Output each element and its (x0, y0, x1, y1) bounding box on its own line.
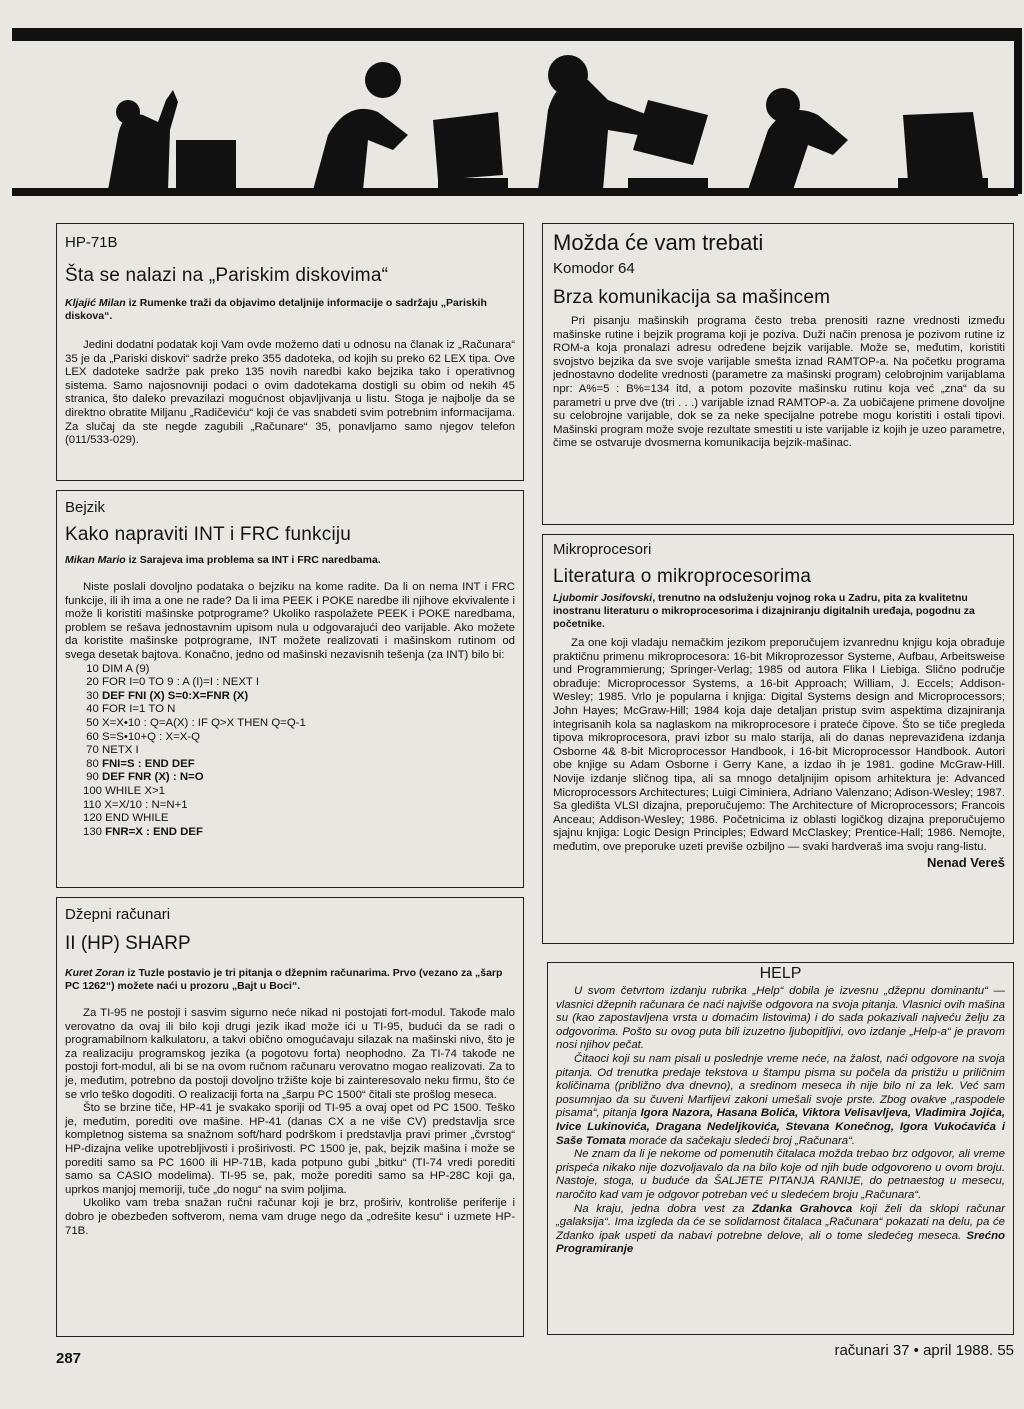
headline-bejzik: Kako napraviti INT i FRC funkciju (65, 524, 352, 545)
code-listing (65, 663, 515, 840)
code-line (65, 812, 515, 826)
lead-hp71b (65, 297, 515, 323)
banner-baseline (12, 188, 1018, 196)
code-line-number: 100 (83, 784, 106, 797)
lead-text: , trenutno na odsluženju vojnog roka u Zadru, pita za kvalitetnu inostranu literaturu o mikroprocesorima i dizajniranju digitalnih uređaja, pogodnu za početnike. (553, 592, 975, 630)
footer-issue: računari 37 • april 1988. (834, 1342, 994, 1359)
code-line-number: 110 (83, 798, 105, 811)
code-line-number: 60 (83, 730, 102, 743)
body-sharp-2: Što se brzine tiče, HP-41 je svakako sporiji od TI-95 a ovaj opet od PC 1500. Teško je, međutim, porediti ove mašine. HP-41 (danas CX a ne više CV) predstavlja srce kompletnog sistema sa snažnom soft/hard podrškom i predstavlja pravi primer „čvrstog“ HP-dizajna velike upotrebljivosti i proširivosti. PC 1500 je, pak, bejzik mašina i može se porediti samo sa PC 1600 ili HP-71B, kada potpuno gubi „bitku“ (TI-74 vredi porediti samo sa CASIO modelima). TI-95 se, pak, može porediti samo sa HP-28C koji ga, uprkos manjoj memoriji, tuče „do nogu“ na svim poljima. (65, 1102, 515, 1196)
rubric-mikro: Mikroprocesori (553, 541, 652, 558)
code-line-text: FOR I=1 TO N (102, 703, 176, 716)
code-line (65, 676, 515, 690)
code-line-number: 10 (83, 662, 102, 675)
rubric-sharp: Džepni računari (65, 906, 171, 923)
code-line-number: 50 (83, 716, 102, 729)
banner-illustration (48, 40, 1018, 195)
code-line-text: FNR=X : END DEF (105, 825, 203, 838)
code-line (65, 717, 515, 731)
lead-sharp (65, 967, 515, 993)
headline-hp71b: Šta se nalazi na „Pariskim diskovima“ (65, 265, 389, 286)
code-line-text: FNI=S : END DEF (102, 757, 195, 770)
help-title: HELP (759, 965, 802, 982)
code-line (65, 744, 515, 758)
rubric-bejzik: Bejzik (65, 499, 106, 516)
lead-text: iz Sarajeva ima problema sa INT i FRC naredbama. (125, 554, 381, 566)
body-bejzik: Niste poslali dovoljno podataka o bejziku na kome radite. Da li on nema INT i FRC funkcije, ili ih ima a one ne rade? Da li ima PEEK i POKE naredbe ili njihove ekvivalente i može li koristiti mašinske potprograme? Ukoliko raspolažete PEEK i POKE naredbama, problem se rešava jednostavnim upisom nula u odgovarajući deo varijable. Ako možete da koristite mašinske potprograme, INT možete realizovati i mašinskom rutinom od svega desetak bajtova. Konačno, jedno od mašinski nezavisnih tešenja (za INT) bilo bi: (65, 581, 515, 661)
body-hp71b: Jedini dodatni podatak koji Vam ovde možemo dati u odnosu na članak iz „Računara“ 35 je da „Pariski diskovi“ sadrže preko 355 dadoteka, od kojih su preko 62 LEX tipa. Ove LEX dadoteke sadrže pak preko 135 novih naredbi kako bejzika tako i operativnog sistema. Samo najosnovniji podaci o ovim dadotekama dostigli su obim od nekih 45 stranica, što daleko prevazilazi mogućnost objavljivanja u listu. Stoga je najbolje da se direktno obratite Miljanu „Radičeviću“ koji će vas snabdeti svim potrebnim informacijama. Za slučaj da ste negde zagubili „Računare“ 35, ponavljamo samo njegov telefon (011/533-029). (65, 339, 515, 447)
code-line-text: X=X•10 : Q=A(X) : IF Q>X THEN Q=Q-1 (102, 716, 306, 729)
body-sharp-3: Ukoliko vam treba snažan ručni računar koji je brz, proširiv, kontroliše periferije i dobro je obezbeđen softverom, nema vam druge nego da „odrešite kesu“ i uzmete HP-71B. (65, 1197, 515, 1237)
code-line (65, 690, 515, 704)
article-sharp (56, 897, 524, 1337)
signature-mikro: Nenad Vereš (926, 854, 1005, 870)
code-line (65, 703, 515, 717)
code-line-text: FOR I=0 TO 9 : A (I)=I : NEXT I (102, 676, 259, 689)
page-number: 287 (56, 1350, 82, 1367)
code-line (65, 771, 515, 785)
code-line-text: WHILE X>1 (105, 784, 165, 797)
article-hp71b (56, 223, 524, 481)
code-line (65, 785, 515, 799)
code-line-text: DEF FNR (X) : N=O (102, 771, 204, 784)
code-line (65, 663, 515, 677)
code-line-number: 80 (83, 757, 102, 770)
footer-page-number: 55 (997, 1342, 1014, 1359)
lead-bejzik (65, 554, 515, 567)
headline-mikro: Literatura o mikroprocesorima (553, 566, 812, 587)
headline-komodor: Brza komunikacija sa mašincem (553, 287, 831, 308)
help-paragraph-2: Čitaoci koji su nam pisali u poslednje vreme neće, na žalost, naći odgovore na svoja pitanja. Od trenutka predaje tekstova u štampu pisma su počela da pristižu u priličnim količinama (približno dva dnevno), a sredinom meseca ih nije bilo ni za lek. Već sam posumnjao da su čuveni Marfijevi zakoni umešali svoje prste. Zbog ovakve „raspodele pisama“, pitanja Igora Nazora, Hasana Bolića, Viktora Velisavljeva, Vladimira Jojića, Ivice Lukinovića, Dragana Nedeljkovića, Stevana Konečnog, Igora Vukoćavića i Saše Tomata moraće da sačekaju sledeći broj „Računara“. (556, 1052, 1005, 1147)
code-line-text: DEF FNI (X) S=0:X=FNR (X) (102, 689, 249, 702)
help-names: Igora Nazora, Hasana Bolića, Viktora Velisavljeva, Vladimira Jojića, Ivice Lukinovića, Dragana Nedeljkovića, Stevana Konečnog, Igora Vukoćavića i Saše Tomata (556, 1107, 1005, 1147)
code-line-text: NETX I (102, 744, 139, 757)
lead-author: Kljajić Milan (65, 297, 126, 309)
code-line-text: DIM A (9) (102, 662, 150, 675)
help-signature: Srećno Programiranje (556, 1229, 1005, 1256)
code-line-number: 30 (83, 689, 102, 702)
code-line (65, 799, 515, 813)
code-line-number: 90 (83, 771, 102, 784)
lead-text: iz Tuzle postavio je tri pitanja o džepnim računarima. Prvo (vezano za „šarp PC 1262“) možete naći u prozoru „Bajt u Boci“. (65, 967, 503, 992)
code-line (65, 758, 515, 772)
code-line-number: 130 (83, 825, 106, 838)
code-line (65, 731, 515, 745)
rubric-hp71b: HP-71B (65, 234, 118, 251)
help-name-zdanko: Zdanka Grahovca (752, 1202, 853, 1215)
lead-author: Mikan Mario (65, 554, 126, 566)
code-line-number: 70 (83, 744, 102, 757)
lead-mikro (553, 592, 1005, 631)
help-paragraph-1: U svom četvrtom izdanju rubrika „Help“ dobila je izvesnu „džepnu dominantu“ — vlasnici džepnih računara će naći najviše odgovora na svoja pitanja. Vlasnici ovih mašina su (kao zapostavljena vrsta u domaćim listovima) i do sada pokazivali najveću želju za odgovorima. Pošto su ovog puta bili izuzetno ljubopitljivi, ovo izdanje „Help-a“ je pravom nosi njihov pečat. (556, 985, 1005, 1052)
body-mikro: Za one koji vladaju nemačkim jezikom preporučujem izvanrednu knjigu koja obrađuje praktičnu primenu mikroprocesora: 16-bit Mikroprozessor Systeme, Aufbau, Arbeitsweise und Programmierung; Springer-Verlag; 1985 od autora Flika I Liebiga. Slično područje obrađuje: Microprocessor Systems, a 16-bit Approach; William, J. Eccels; Addison-Wesley; 1985. Vrlo je popularna i knjiga: Digital Systems design and Microprocessors; John Hayes; McGraw-Hill; 1984 koja daje detaljan pristup svim aspektima dizajniranja integrisanih kola sa naglaskom na mikroprocesore i prateće čipove. Što se tiče pregleda tipova mikroprocesora, pravi izbor su malo starija, ali do danas neprevaziđena izdanja Osborne 4& 8-bit Microprocessor Handbook, i 16-bit Microprocessor Handbook. Autori obe knjige su Adam Osborne i Gerry Kane, a izdao ih je 1981. godine McGraw-Hill. Novije izdanje sličnog tipa, ali sa mnogo detaljnijim opisom arhitektura je: Advanced Microprocessors Architectures; Luigi Ciminiera, Adriano Valenzano; Adison-Wesley; 1987. Sa gledišta VLSI dizajna, preporučujemo: The Architecture of Microprocessors; Francois Anceau; Addison-Wesley; 1986. Početnicima iz oblasti logičkog dizajna preporučujemo sjajnu knjiga: Logic Design Principles; Edward McClaskey; Prentice-Hall; 1986. Nemojte, međutim, ove preporuke uzeti previše ozbiljno — svaki hardveraš ima svoju rang-listu. (553, 637, 1005, 853)
help-paragraph-4: Na kraju, jedna dobra vest za Zdanka Grahovca koji želi da sklopi računar „galaksija“. Ima izgleda da će se solidarnost čitalaca „Računara“ pokazati na delu, pa će Zdanko ipak uspeti da nabavi potrebne delove, ali o tome sledećeg meseca. Srećno Programiranje (556, 1202, 1006, 1256)
help-paragraph-3: Ne znam da li je nekome od pomenutih čitalaca možda trebao brz odgovor, ali vreme prispeća nikako nije dozvoljavalo da na bilo koje od njih bude odgovoreno u ovom broju. Nastoje, stoga, u buduće da ŠALJETE PITANJA RANIJE, do petnaestog u mesecu, naročito kad vam je odgovor potreban već u sledećem broju „Računara“. (556, 1148, 1005, 1201)
code-line-number: 20 (83, 676, 102, 689)
body-komodor: Pri pisanju mašinskih programa često treba prenositi razne vrednosti između mašinske rutine i bejzik programa koji je poziva. Duži način prenosa je pozivom rutine iz ROM-a koja pronalazi adresu određene bejzik varijable. Može se, međutim, koristiti svojstvo bejzika da sve svoje varijable smešta iznad RAMTOP-a. Na početku programa jednostavno dodelite vrednosti (parametre za mašinski program) celobrojnim varijablama npr: A%=5 : B%=134 itd, a potom pozovite mašinsku rutinu koja već „zna“ da su parametri u prve dve (tri . . .) varijable iznad RAMTOP-a. Za uobičajene primene dovoljne su celobrojne varijable, dok se za neke specijalne potrebe mogu koristiti i ostali tipovi. Mašinski program može svoje rezultate smestiti u iste varijable iz kojih je uzeo parametre, čime se ostvaruje dvosmerna komunikacija bejzik-mašinac. (553, 315, 1005, 450)
article-mikroprocesori (542, 534, 1014, 944)
code-line (65, 826, 515, 840)
article-help (547, 962, 1014, 1335)
code-line-number: 120 (83, 812, 106, 825)
lead-author: Kuret Zoran (65, 967, 125, 979)
headline-sharp: II (HP) SHARP (65, 933, 191, 954)
article-bejzik (56, 490, 524, 888)
body-sharp-1: Za TI-95 ne postoji i sasvim sigurno neće nikad ni postojati fort-modul. Takođe malo verovatno da ovaj ili bilo koji drugi jezik ikad može ići u TI-95, budući da se radi o programabilnom kalkulatoru, a takvi obično omogućavaju silazak na mašinski nivo, što je za realizaciju programskog jezika (a pogotovu forta) neophodno. Za TI-74 takođe ne postoji fort-modul, ali bi se na ovom ručnom računaru verovatno mogao realizovati. Za to je, međutim, potrebno da postoji dovoljno tržište koje bi zainteresovalo neku firmu, što će se vrlo teško dogoditi. O realizaciji forta na „šarpu PC 1500“ čitali ste prošlog meseca. (65, 1007, 515, 1101)
lead-author: Ljubomir Josifovski (553, 592, 653, 604)
code-line-text: S=S•10+Q : X=X-Q (102, 730, 201, 743)
code-line-text: X=X/10 : N=N+1 (104, 798, 188, 811)
sub-komodor: Komodor 64 (553, 260, 635, 277)
lead-text: iz Rumenke traži da objavimo detaljnije informacije o sadržaju „Pariskih diskova“. (65, 297, 487, 322)
code-line-number: 40 (83, 703, 102, 716)
rubric-komodor: Možda će vam trebati (553, 230, 764, 255)
page-footer (834, 1342, 1014, 1359)
code-line-text: END WHILE (105, 812, 169, 825)
article-komodor (542, 223, 1014, 525)
